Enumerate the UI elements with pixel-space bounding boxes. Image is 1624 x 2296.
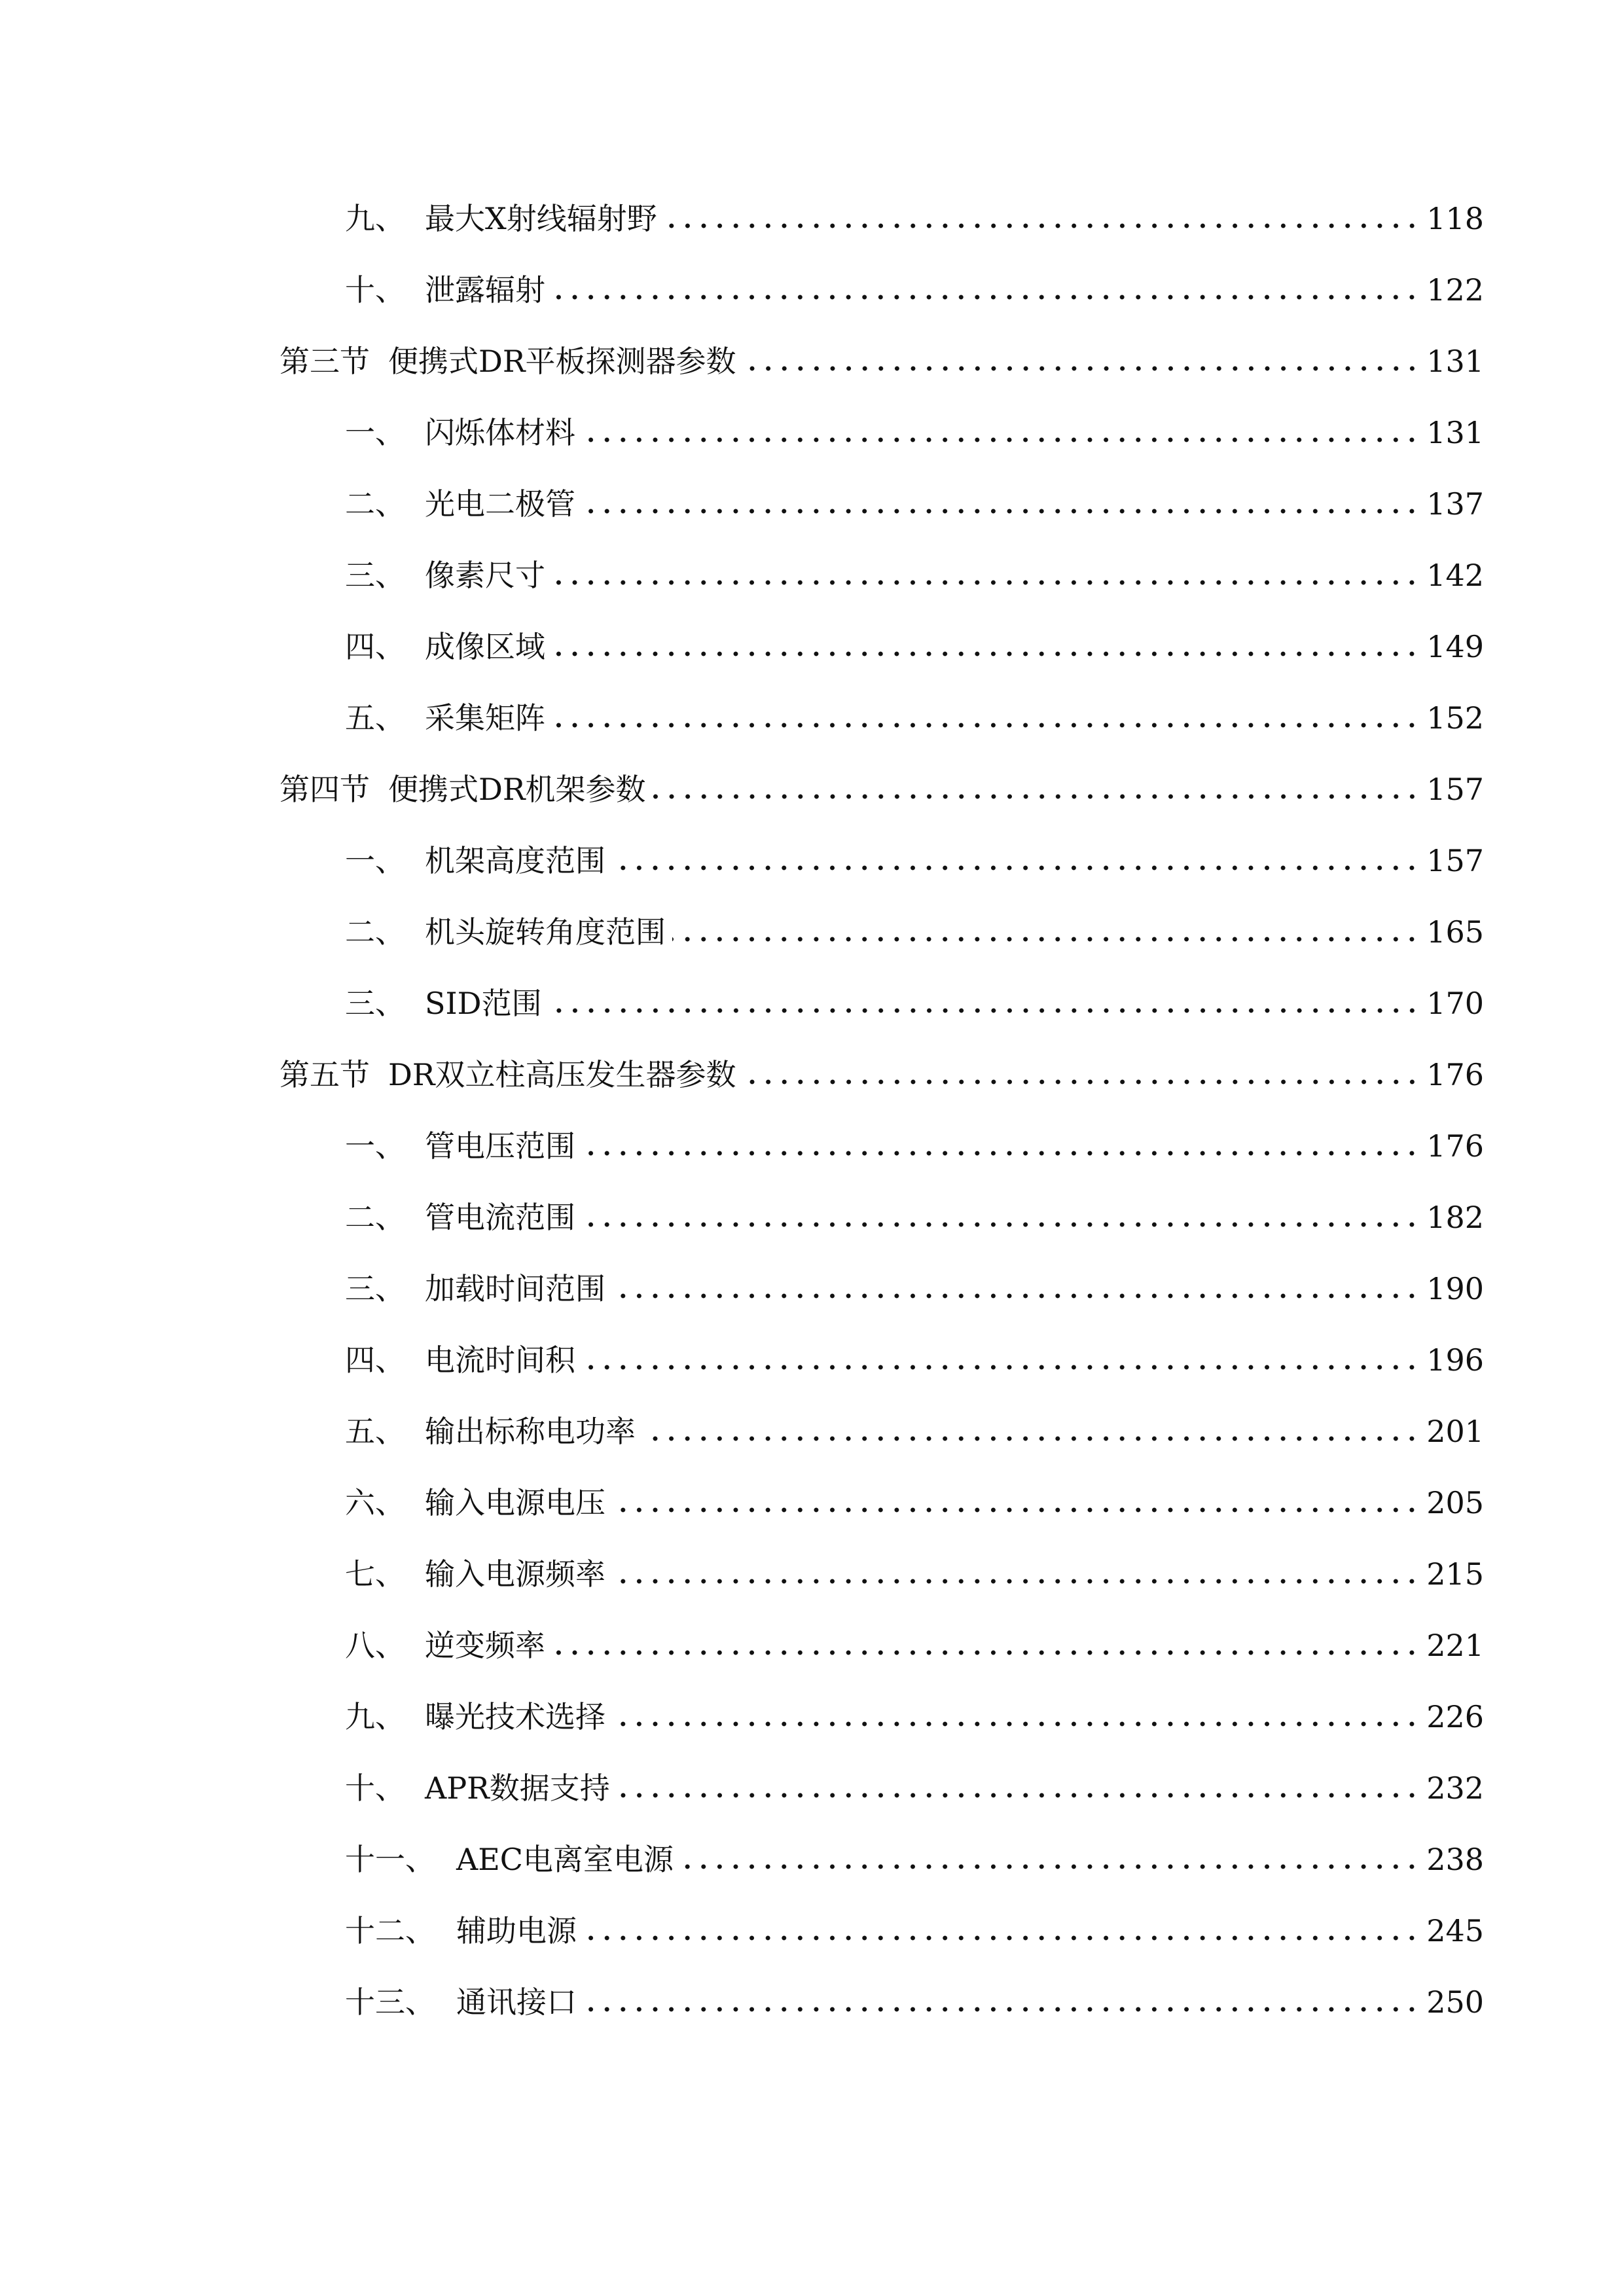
toc-entry-title: AEC电离室电源 [456,1842,674,1877]
toc-entry-title: 像素尺寸 [425,558,545,593]
toc-entry[interactable] [345,406,1484,459]
toc-section-number: 第四节 [280,772,370,807]
toc-entry-title: 通讯接口 [456,1984,577,2020]
toc-entry-number: 十三、 [345,1984,435,2020]
toc-entry-page: 118 [1426,201,1484,236]
toc-entry[interactable] [345,1263,1484,1315]
toc-entry-number: 二、 [345,486,405,522]
toc-entry-page: 215 [1426,1556,1484,1592]
toc-entry[interactable] [345,264,1484,316]
toc-entry[interactable] [345,1833,1484,1886]
toc-entry-number: 四、 [345,629,405,664]
toc-entry-page: 176 [1426,1128,1484,1164]
toc-entry-page: 190 [1426,1271,1484,1306]
toc-entry-number: 九、 [345,201,405,236]
toc-entry-page: 122 [1426,272,1484,308]
toc-dot-leader [582,1149,1420,1157]
toc-dot-leader [653,793,1420,800]
toc-dot-leader [583,2005,1420,2013]
toc-entry-title: SID范围 [425,986,542,1021]
toc-entry-number: 五、 [345,1414,405,1449]
toc-entry-title: APR数据支持 [425,1770,610,1806]
toc-entry-number: 二、 [345,1200,405,1235]
toc-entry[interactable] [345,1191,1484,1244]
toc-entry-number: 五、 [345,700,405,736]
toc-entry-title: 闪烁体材料 [425,415,575,450]
toc-entry-number: 一、 [345,1128,405,1164]
toc-entry[interactable] [345,192,1484,245]
toc-entry[interactable] [345,1691,1484,1743]
toc-entry-page: 131 [1426,415,1484,450]
toc-entry-title: 逆变频率 [425,1628,545,1663]
toc-dot-leader [582,436,1420,444]
toc-dot-leader [552,293,1420,301]
toc-entry[interactable] [345,906,1484,958]
toc-dot-leader [672,935,1420,943]
toc-dot-leader [552,721,1420,729]
toc-entry-number: 九、 [345,1699,405,1734]
toc-entry-number: 十、 [345,272,405,308]
toc-entry-page: 137 [1426,486,1484,522]
toc-section-title: 便携式DR平板探测器参数 [388,344,736,379]
toc-entry[interactable] [345,1976,1484,2028]
toc-dot-leader [582,1221,1420,1229]
toc-dot-leader [664,222,1420,230]
toc-entry-page: 165 [1426,914,1484,950]
toc-entry-page: 245 [1426,1913,1484,1948]
toc-section-title: DR双立柱高压发生器参数 [388,1057,736,1092]
toc-dot-leader [612,864,1420,872]
toc-entry-title: 光电二极管 [425,486,575,522]
toc-entry-title: 管电流范围 [425,1200,575,1235]
toc-entry-number: 一、 [345,415,405,450]
toc-entry-page: 226 [1426,1699,1484,1734]
toc-entry[interactable] [345,1762,1484,1814]
toc-entry-title: 泄露辐射 [425,272,545,308]
toc-entry-page: 170 [1426,986,1484,1021]
toc-entry-number: 十一、 [345,1842,435,1877]
toc-entry-number: 八、 [345,1628,405,1663]
toc-entry-page: 205 [1426,1485,1484,1520]
toc-dot-leader [612,1720,1420,1728]
toc-entry-title: 电流时间积 [425,1342,575,1378]
toc-entry-title: 输出标称电功率 [425,1414,636,1449]
toc-entry-number: 三、 [345,1271,405,1306]
toc-section-number: 第三节 [280,344,370,379]
toc-section-title: 便携式DR机架参数 [388,772,646,807]
toc-entry-title: 成像区域 [425,629,545,664]
toc-entry-title: 曝光技术选择 [425,1699,605,1734]
toc-entry[interactable] [345,478,1484,530]
toc-entry-number: 三、 [345,986,405,1021]
toc-section-page: 131 [1426,344,1484,379]
toc-entry-page: 182 [1426,1200,1484,1235]
toc-entry-page: 142 [1426,558,1484,593]
toc-entry[interactable] [345,1120,1484,1172]
toc-entry-title: 机架高度范围 [425,843,605,878]
toc-entry-title: 加载时间范围 [425,1271,605,1306]
toc-entry[interactable] [345,1548,1484,1600]
toc-entry-number: 七、 [345,1556,405,1592]
toc-entry-title: 最大X射线辐射野 [425,201,657,236]
toc-dot-leader [743,365,1420,372]
toc-dot-leader [549,1007,1420,1014]
toc-entry[interactable] [345,692,1484,744]
toc-entry-number: 六、 [345,1485,405,1520]
toc-dot-leader [743,1078,1420,1086]
toc-dot-leader [612,1292,1420,1300]
toc-dot-leader [552,579,1420,586]
toc-dot-leader [552,1649,1420,1657]
toc-entry-page: 149 [1426,629,1484,664]
toc-entry-page: 221 [1426,1628,1484,1663]
toc-section-page: 176 [1426,1057,1484,1092]
toc-entry-title: 机头旋转角度范围 [425,914,666,950]
toc-dot-leader [612,1577,1420,1585]
toc-entry-title: 采集矩阵 [425,700,545,736]
toc-entry[interactable] [345,1477,1484,1529]
toc-entry-number: 十二、 [345,1913,435,1948]
toc-dot-leader [583,1934,1420,1942]
toc-entry[interactable] [345,1334,1484,1386]
toc-entry-number: 一、 [345,843,405,878]
toc-entry-page: 152 [1426,700,1484,736]
toc-entry-page: 232 [1426,1770,1484,1806]
toc-entry-number: 二、 [345,914,405,950]
toc-entry[interactable] [345,977,1484,1030]
toc-entry-number: 十、 [345,1770,405,1806]
toc-entry-page: 238 [1426,1842,1484,1877]
toc-dot-leader [612,1506,1420,1514]
toc-dot-leader [582,1363,1420,1371]
toc-entry-number: 三、 [345,558,405,593]
toc-section-entry[interactable] [280,1049,1484,1101]
toc-entry[interactable] [345,1619,1484,1672]
toc-section-number: 第五节 [280,1057,370,1092]
toc-entry-page: 201 [1426,1414,1484,1449]
toc-dot-leader [582,507,1420,515]
toc-entry[interactable] [345,620,1484,673]
toc-entry[interactable] [345,549,1484,601]
toc-dot-leader [642,1435,1420,1443]
toc-section-entry[interactable] [280,335,1484,387]
toc-entry-page: 196 [1426,1342,1484,1378]
toc-entry-page: 157 [1426,843,1484,878]
toc-dot-leader [680,1863,1420,1871]
toc-entry-title: 输入电源电压 [425,1485,605,1520]
toc-section-entry[interactable] [280,763,1484,816]
toc-dot-leader [617,1791,1420,1799]
toc-entry-title: 输入电源频率 [425,1556,605,1592]
toc-entry[interactable] [345,1405,1484,1458]
toc-entry-title: 管电压范围 [425,1128,575,1164]
toc-entry-page: 250 [1426,1984,1484,2020]
toc-entry[interactable] [345,834,1484,887]
toc-entry-title: 辅助电源 [456,1913,577,1948]
toc-dot-leader [552,650,1420,658]
toc-entry-number: 四、 [345,1342,405,1378]
toc-entry[interactable] [345,1905,1484,1957]
toc-section-page: 157 [1426,772,1484,807]
